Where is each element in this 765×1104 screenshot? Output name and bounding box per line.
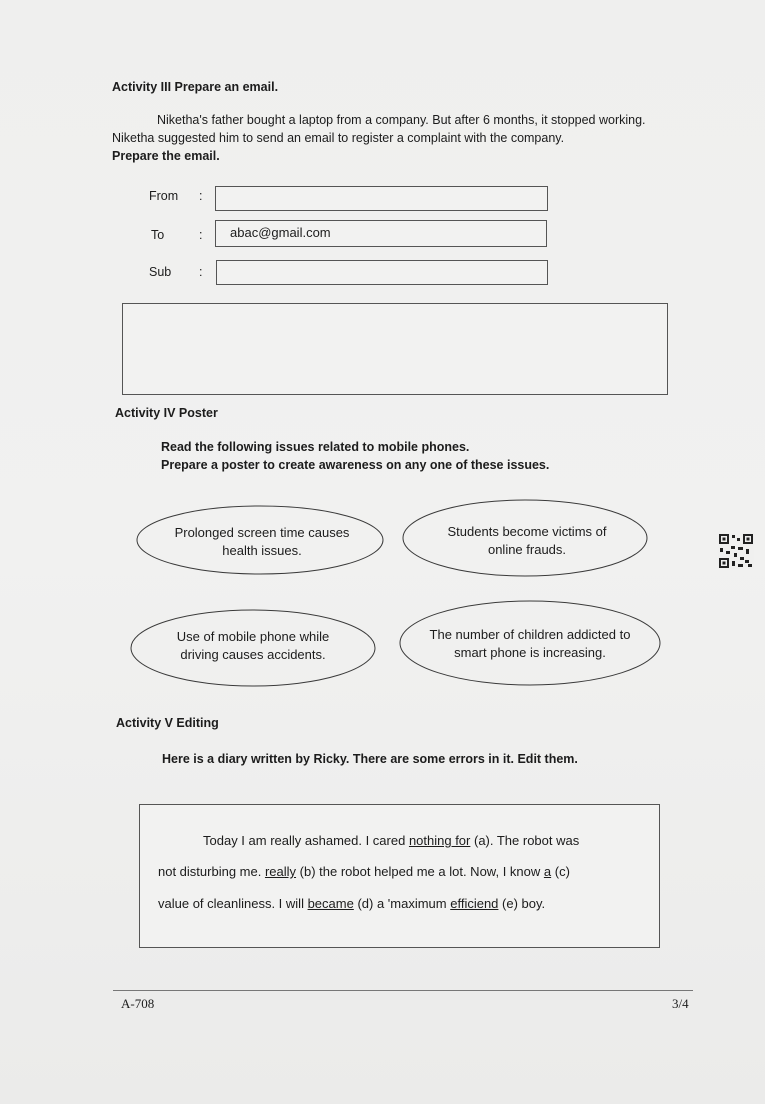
- bubble-4-line2: smart phone is increasing.: [454, 645, 606, 660]
- to-label: To: [151, 228, 165, 242]
- activity4-title: Activity IV Poster: [115, 406, 218, 420]
- error-a: nothing for: [408, 833, 471, 848]
- activity4-instr2: Prepare a poster to create awareness on any one of these issues.: [161, 458, 550, 472]
- footer-code: A-708: [121, 996, 155, 1011]
- bubble-1-line1: Prolonged screen time causes: [174, 525, 350, 540]
- diary-text: (d) a 'maximum: [353, 896, 451, 911]
- diary-text: (a). The robot was: [470, 833, 580, 848]
- diary-line-1: [203, 825, 579, 856]
- bubble-4-line1: The number of children addicted to: [429, 627, 631, 642]
- diary-text: Today I am really ashamed. I cared: [203, 833, 409, 848]
- bubble-issue-1: [150, 524, 374, 560]
- bubble-issue-2: [415, 523, 639, 559]
- activity5-instr: Here is a diary written by Ricky. There are some errors in it. Edit them.: [162, 752, 578, 766]
- to-colon: :: [199, 228, 203, 242]
- bubble-issue-3: [142, 628, 364, 664]
- from-colon: :: [199, 189, 203, 203]
- bubble-3-line1: Use of mobile phone while: [176, 629, 330, 644]
- bubble-issue-4: [405, 626, 655, 662]
- footer-rule: [113, 990, 693, 991]
- footer-page-number: 3/4: [672, 996, 689, 1011]
- activity3-line2: Niketha suggested him to send an email to register a complaint with the company.: [112, 131, 565, 145]
- diary-text: (e) boy.: [498, 896, 546, 911]
- activity3-line1: Niketha's father bought a laptop from a company. But after 6 months, it stopped working.: [157, 113, 646, 127]
- diary-text: not disturbing me.: [158, 864, 265, 879]
- error-d: became: [307, 896, 354, 911]
- diary-text: value of cleanliness. I will: [158, 896, 308, 911]
- activity5-title: Activity V Editing: [116, 716, 219, 730]
- bubble-3-line2: driving causes accidents.: [180, 647, 326, 662]
- diary-line-2: [158, 856, 570, 887]
- activity4-instr1: Read the following issues related to mobile phones.: [161, 440, 470, 454]
- sub-label: Sub: [149, 265, 172, 279]
- to-field[interactable]: abac@gmail.com: [215, 220, 547, 247]
- error-b: really: [264, 864, 297, 879]
- from-label: From: [149, 189, 179, 203]
- activity3-line3: Prepare the email.: [112, 149, 220, 163]
- bubble-2-line1: Students become victims of: [447, 524, 607, 539]
- diary-line-3: [158, 888, 545, 919]
- error-c: a: [543, 864, 552, 879]
- diary-text: (b) the robot helped me a lot. Now, I know: [296, 864, 544, 879]
- bubble-1-line2: health issues.: [222, 543, 302, 558]
- qr-code-icon: [718, 533, 754, 569]
- diary-text: (c): [551, 864, 570, 879]
- bubble-2-line2: online frauds.: [487, 542, 567, 557]
- sub-colon: :: [199, 265, 203, 279]
- activity3-title: Activity III Prepare an email.: [112, 80, 279, 94]
- error-e: efficiend: [450, 896, 499, 911]
